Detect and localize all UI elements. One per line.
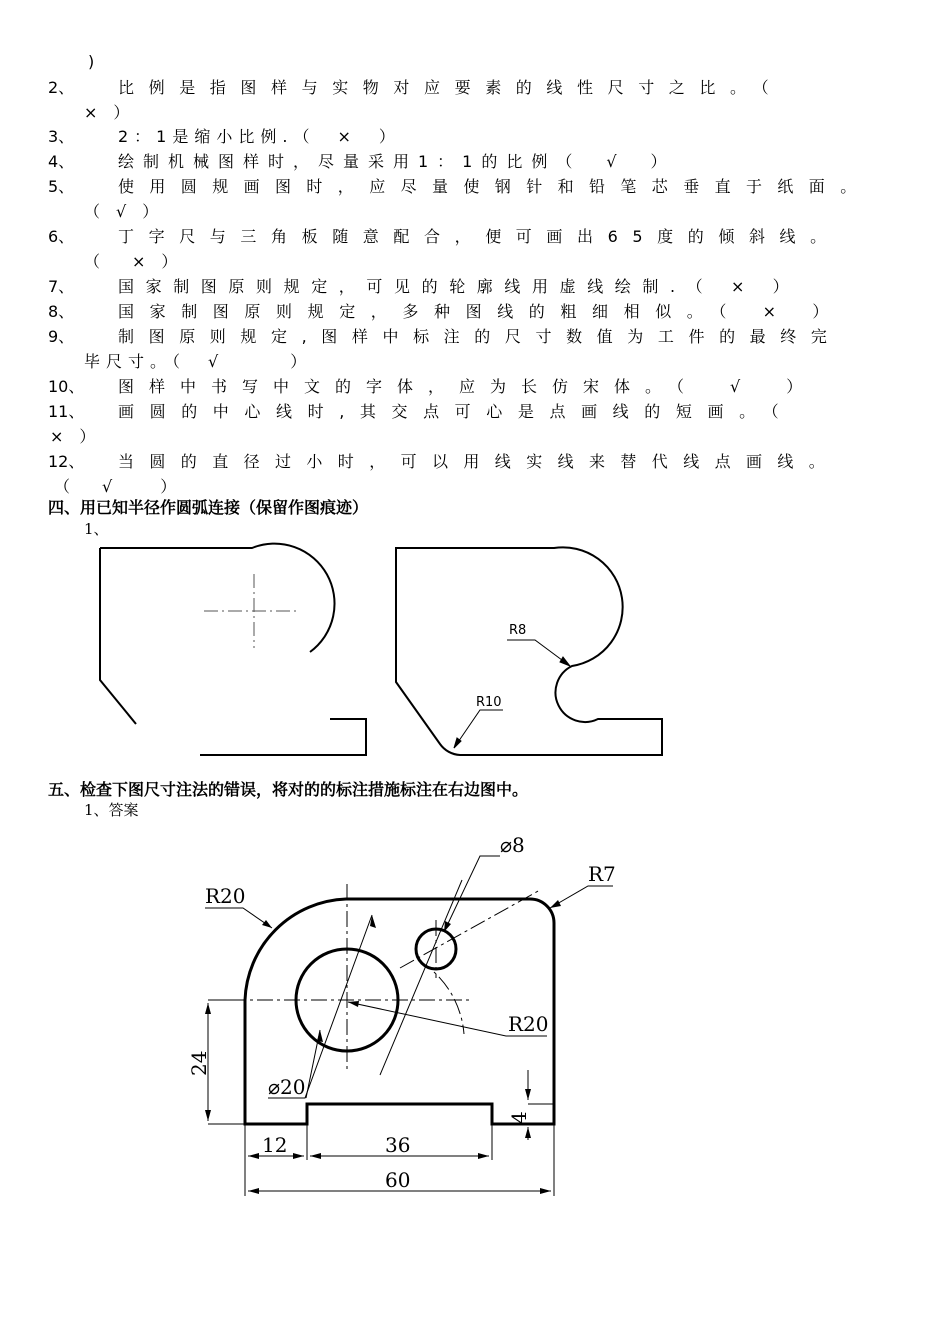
q3-number: 3、 bbox=[48, 127, 75, 146]
q7-number: 7、 bbox=[48, 277, 75, 296]
dim-60: 60 bbox=[385, 1168, 411, 1192]
q10-text: 图样中书写中文的字体，应为长仿宋体。（ √ ） bbox=[118, 377, 818, 396]
right-outline bbox=[396, 547, 662, 755]
dim-r20-top: R20 bbox=[205, 884, 246, 908]
right-leaders bbox=[454, 640, 570, 748]
q11-number: 11、 bbox=[48, 402, 85, 421]
arrowheads bbox=[205, 900, 561, 1194]
q12-number: 12、 bbox=[48, 452, 85, 471]
dim-12: 12 bbox=[262, 1133, 288, 1157]
dim-4: 4 bbox=[507, 1111, 531, 1124]
section4-title: 四、用已知半径作圆弧连接（保留作图痕迹） bbox=[48, 498, 369, 517]
q12-answer: （ √ ） bbox=[54, 477, 177, 496]
q2-number: 2、 bbox=[48, 78, 75, 97]
q3-text: 2：1是缩小比例.（ × ） bbox=[118, 127, 401, 146]
q1-tail: ) bbox=[88, 52, 95, 71]
q11-answer: × ） bbox=[50, 427, 96, 446]
q5-answer: （ √ ） bbox=[84, 202, 159, 221]
r10-leader bbox=[454, 710, 503, 748]
arc-connection-figure bbox=[0, 540, 700, 765]
dim-24: 24 bbox=[187, 1050, 211, 1076]
q5-text: 使用圆规画图时，应尽量使钢针和铅笔芯垂直于纸面。 bbox=[118, 177, 872, 196]
left-outline-bottom bbox=[200, 719, 366, 755]
dimension-figure bbox=[150, 820, 650, 1210]
dim-r20-right: R20 bbox=[508, 1012, 549, 1036]
left-outline-top bbox=[100, 544, 335, 652]
right-figure bbox=[396, 547, 662, 755]
section4-item: 1、 bbox=[84, 520, 109, 538]
q5-number: 5、 bbox=[48, 177, 75, 196]
section5-title: 五、检查下图尺寸注法的错误，将对的的标注措施标注在右边图中。 bbox=[48, 780, 529, 799]
q12-text: 当圆的直径过小时，可以用线实线来替代线点画线。 bbox=[118, 452, 841, 471]
r10-label: R10 bbox=[476, 695, 502, 710]
dim-36: 36 bbox=[385, 1133, 411, 1157]
q4-number: 4、 bbox=[48, 152, 75, 171]
left-centerlines bbox=[204, 574, 296, 648]
q8-number: 8、 bbox=[48, 302, 75, 321]
q9-answer: 毕尺寸。（ √ ） bbox=[84, 352, 313, 371]
q9-text: 制图原则规定,图样中标注的尺寸数值为工件的最终完 bbox=[118, 327, 842, 346]
q9-number: 9、 bbox=[48, 327, 75, 346]
dim-r7: R7 bbox=[588, 862, 616, 886]
q6-answer: （ × ） bbox=[84, 252, 178, 271]
left-figure bbox=[100, 544, 366, 755]
q2-answer: × ） bbox=[84, 103, 130, 122]
dim-dia8: ⌀8 bbox=[500, 833, 525, 857]
r8-label: R8 bbox=[509, 623, 527, 638]
q6-number: 6、 bbox=[48, 227, 75, 246]
center-lines bbox=[230, 884, 540, 1070]
q7-text: 国家制图原则规定，可见的轮廓线用虚线绘制.（ × ） bbox=[118, 277, 801, 296]
q6-text: 丁字尺与三角板随意配合，便可画出65度的倾斜线。 bbox=[118, 227, 841, 246]
q2-text: 比例是指图样与实物对应要素的线性尺寸之比。（ bbox=[118, 78, 784, 97]
left-outline-left bbox=[100, 548, 136, 724]
q4-text: 绘制机械图样时，尽量采用1：1的比例（ √ ） bbox=[118, 152, 676, 171]
section5-item: 1、答案 bbox=[84, 801, 139, 819]
q8-text: 国家制图原则规定，多种图线的粗细相似。（ × ） bbox=[118, 302, 844, 321]
q10-number: 10、 bbox=[48, 377, 85, 396]
q11-text: 画圆的中心线时,其交点可心是点画线的短画。（ bbox=[118, 402, 795, 421]
dim-dia20: ⌀20 bbox=[268, 1075, 306, 1099]
